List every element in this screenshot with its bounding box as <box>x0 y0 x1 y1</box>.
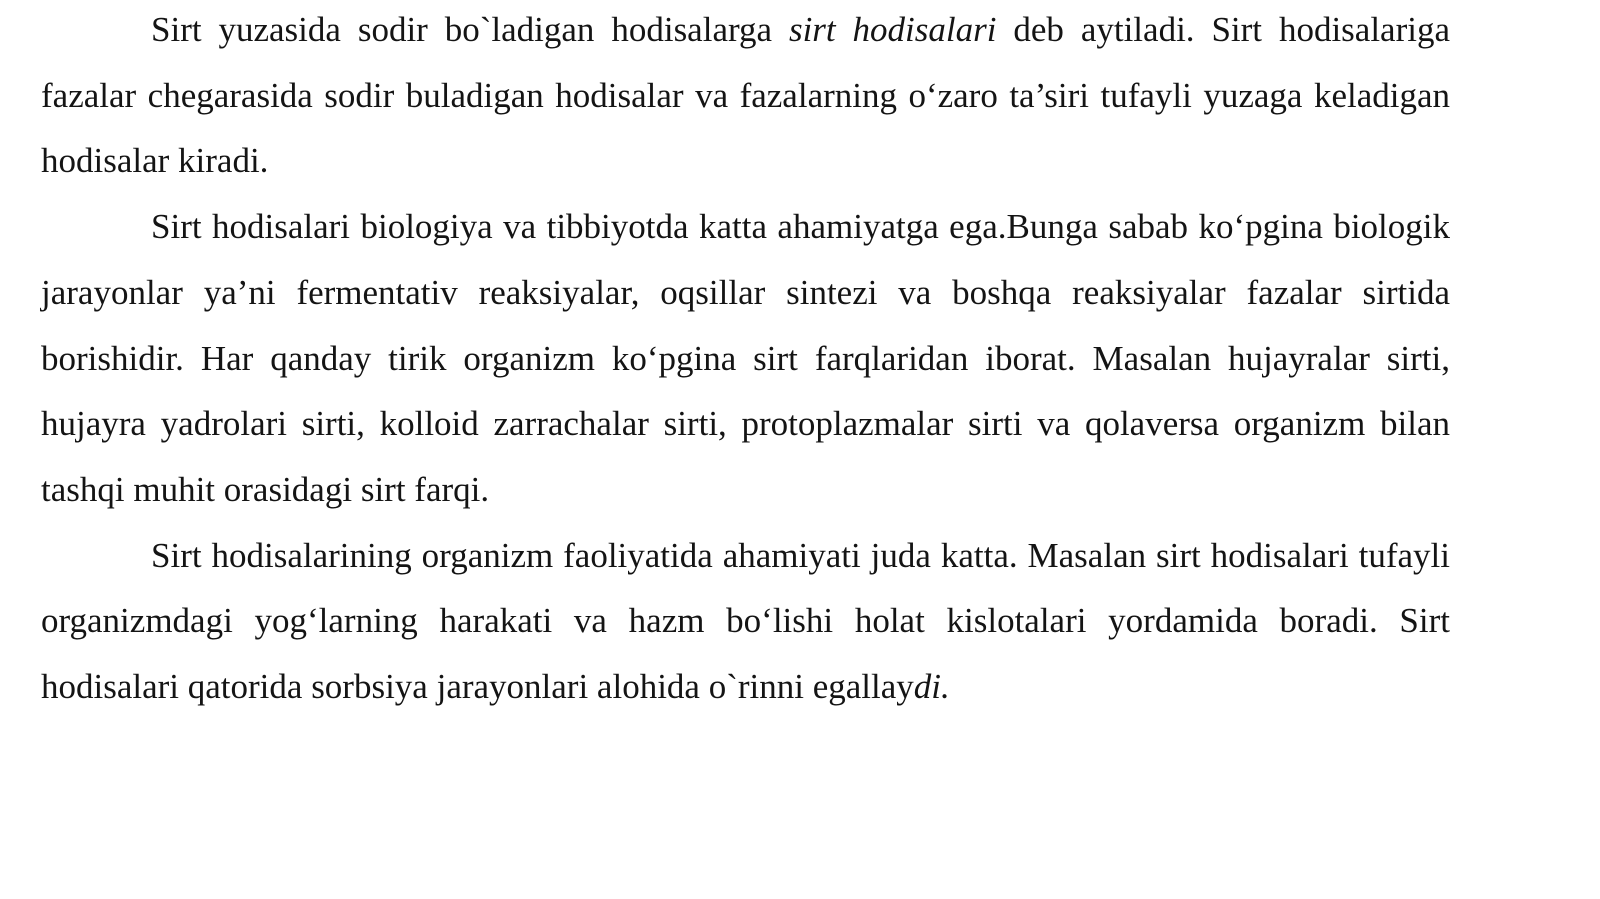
paragraph-3-italic-ending: di. <box>913 667 950 707</box>
paragraph-2-text: Sirt hodisalari biologiya va tibbiyotda katta ahamiyatga ega.Bunga sabab ko‘pgina biologik jarayonlar ya’ni fermentativ reaksiyalar, oqsillar sintezi va boshqa reaksiyalar fazalar sirtida borishidir. Har qanday tirik organizm ko‘pgina sirt farqlaridan iborat. Masalan hujayralar sirti, hujayra yadrolari sirti, kolloid zarrachalar sirti, protoplazmalar sirti va qolaversa organizm bilan tashqi muhit orasidagi sirt farqi. <box>41 207 1450 509</box>
paragraph-1-text-cont: deb aytiladi. Sirt hodisalariga fazalar chegarasida sodir buladigan hodisalar va fazalarning o‘zaro ta’siri tufayli yuzaga keladigan hodisalar kiradi. <box>41 10 1450 181</box>
paragraph-1 <box>41 0 1450 194</box>
paragraph-3 <box>41 523 1450 720</box>
term-sirt-hodisalari: sirt hodisalari <box>788 10 997 49</box>
paragraph-3-text: Sirt hodisalarining organizm faoliyatida ahamiyati juda katta. Masalan sirt hodisalari tufayli organizmdagi yog‘larning harakati va hazm bo‘lishi holat kislotalari yordamida boradi. Sirt hodisalari qatorida sorbsiya jarayonlari alohida o`rinni egallay <box>41 535 1450 707</box>
document-body <box>41 0 1450 720</box>
paragraph-2 <box>41 194 1450 523</box>
paragraph-1-text: Sirt yuzasida sodir bo`ladigan hodisalarga <box>151 10 789 49</box>
